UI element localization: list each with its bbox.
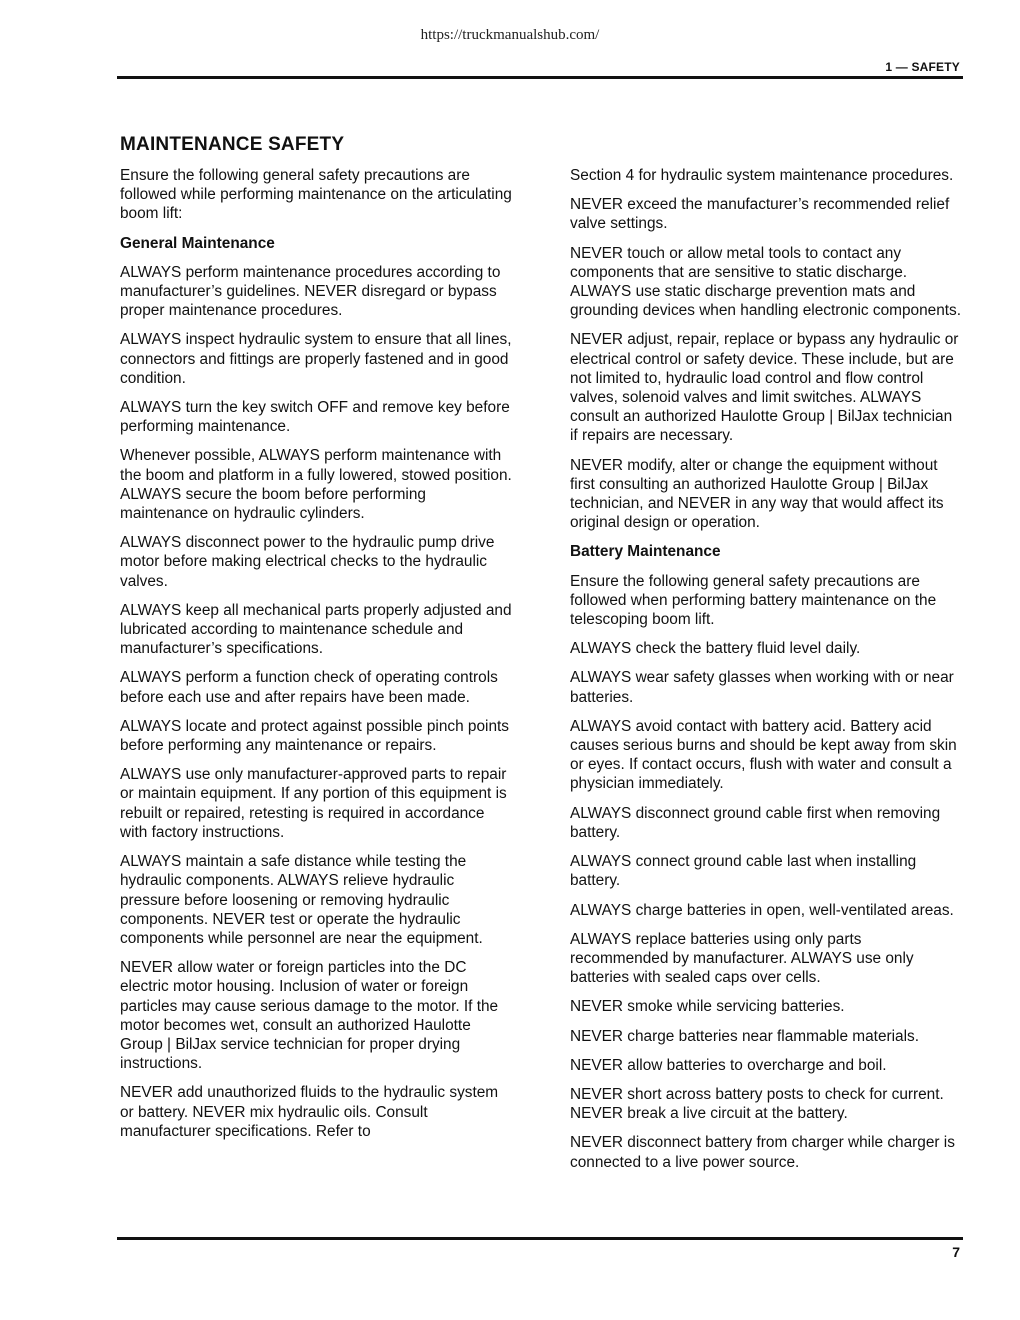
- paragraph: ALWAYS disconnect power to the hydraulic pump drive motor before making electrical checks to the hydraulic valves.: [120, 534, 495, 590]
- page-title: MAINTENANCE SAFETY: [120, 134, 345, 155]
- page-number: 7: [952, 1244, 960, 1260]
- paragraph: NEVER disconnect battery from charger while charger is connected to a live power source.: [570, 1134, 955, 1171]
- paragraph: NEVER charge batteries near flammable materials.: [570, 1027, 920, 1045]
- paragraph: NEVER modify, alter or change the equipment without first consulting an authorized Haulotte Group | BilJax technician, and NEVER in any way that would affect its original design or operation.: [570, 456, 944, 532]
- paragraph: Section 4 for hydraulic system maintenance procedures.: [570, 167, 954, 184]
- paragraph: ALWAYS use only manufacturer-approved parts to repair or maintain equipment. If any portion of this equipment is rebuilt or repaired, retesting is required in accordance with factory instructions.: [120, 766, 507, 841]
- paragraph: NEVER smoke while servicing batteries.: [570, 998, 845, 1016]
- left-column: [120, 166, 515, 1151]
- intro-paragraph: Ensure the following general safety precautions are followed while performing maintenance on the articulating boom lift:: [120, 167, 512, 223]
- header-rule: [117, 76, 963, 79]
- paragraph: ALWAYS keep all mechanical parts properly adjusted and lubricated according to maintenance schedule and manufacturer’s specifications.: [120, 601, 512, 658]
- paragraph: Whenever possible, ALWAYS perform maintenance with the boom and platform in a fully lowered, stowed position. ALWAYS secure the boom before performing maintenance on hydraulic cylinders.: [120, 447, 512, 523]
- right-column: [570, 166, 963, 1182]
- paragraph: NEVER allow batteries to overcharge and boil.: [570, 1056, 887, 1074]
- general-maintenance-heading: General Maintenance: [120, 234, 275, 252]
- paragraph: ALWAYS disconnect ground cable first when removing battery.: [570, 804, 941, 841]
- paragraph: NEVER allow water or foreign particles into the DC electric motor housing. Inclusion of water or foreign particles may cause serious damage to the motor. If the motor becomes wet, consult an authorized Haulotte Group | BilJax service technician for proper drying instructions.: [120, 959, 499, 1073]
- paragraph: NEVER exceed the manufacturer’s recommended relief valve settings.: [570, 196, 950, 233]
- paragraph: ALWAYS avoid contact with battery acid. Battery acid causes serious burns and should be kept away from skin or eyes. If contact occurs, flush with water and consult a physician immediately.: [570, 717, 957, 793]
- paragraph: ALWAYS inspect hydraulic system to ensure that all lines, connectors and fittings are properly fastened and in good condition.: [120, 331, 512, 387]
- paragraph: Ensure the following general safety precautions are followed when performing battery maintenance on the telescoping boom lift.: [570, 572, 937, 629]
- paragraph: ALWAYS perform a function check of operating controls before each use and after repairs have been made.: [120, 669, 498, 706]
- section-label: 1 — SAFETY: [885, 60, 960, 74]
- paragraph: ALWAYS perform maintenance procedures according to manufacturer’s guidelines. NEVER disregard or bypass proper maintenance procedures.: [120, 263, 501, 320]
- paragraph: ALWAYS locate and protect against possible pinch points before performing any maintenance or repairs.: [120, 717, 509, 755]
- paragraph: ALWAYS maintain a safe distance while testing the hydraulic components. ALWAYS relieve hydraulic pressure before loosening or removing hydraulic components. NEVER test or operate the hydraulic components while personnel are near the equipment.: [120, 853, 483, 947]
- paragraph: ALWAYS replace batteries using only parts recommended by manufacturer. ALWAYS use only batteries with sealed caps over cells.: [570, 930, 914, 987]
- battery-maintenance-heading: Battery Maintenance: [570, 543, 721, 561]
- paragraph: NEVER touch or allow metal tools to contact any components that are sensitive to static discharge. ALWAYS use static discharge prevention mats and grounding devices when handling electronic components.: [570, 244, 962, 320]
- source-url[interactable]: https://truckmanualshub.com/: [420, 27, 600, 43]
- paragraph: ALWAYS check the battery fluid level daily.: [570, 640, 861, 658]
- footer-rule: [117, 1237, 963, 1240]
- paragraph: ALWAYS connect ground cable last when installing battery.: [570, 853, 917, 890]
- paragraph: ALWAYS charge batteries in open, well-ventilated areas.: [570, 901, 954, 919]
- paragraph: NEVER short across battery posts to check for current. NEVER break a live circuit at the battery.: [570, 1085, 944, 1123]
- paragraph: NEVER add unauthorized fluids to the hydraulic system or battery. NEVER mix hydraulic oils. Consult manufacturer specifications. Refer to: [120, 1084, 499, 1140]
- paragraph: NEVER adjust, repair, replace or bypass any hydraulic or electrical control or safety device. These include, but are not limited to, hydraulic load control and flow control valves, solenoid valves and limit switches. ALWAYS consult an authorized Haulotte Group | BilJax technician if repairs are necessary.: [570, 331, 959, 445]
- paragraph: ALWAYS turn the key switch OFF and remove key before performing maintenance.: [120, 399, 510, 436]
- paragraph: ALWAYS wear safety glasses when working with or near batteries.: [570, 669, 954, 706]
